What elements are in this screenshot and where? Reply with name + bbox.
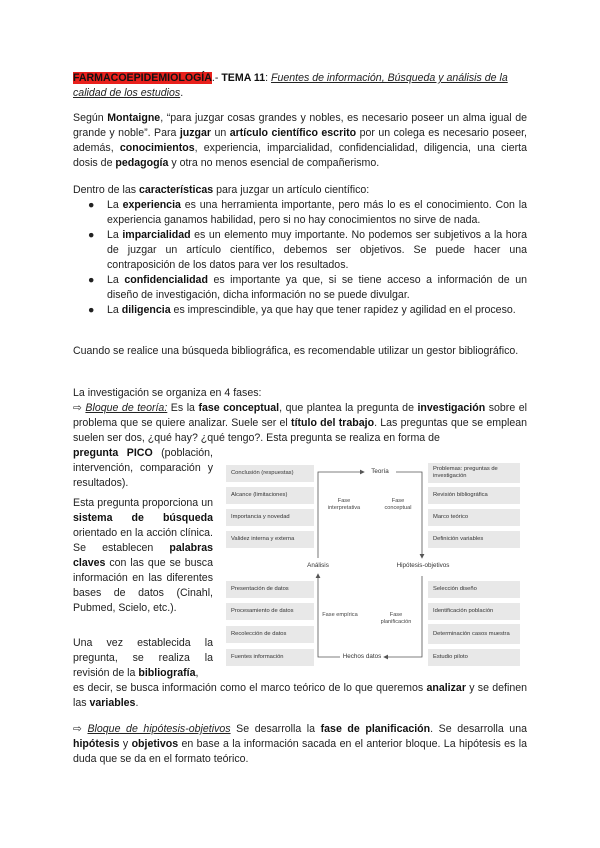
p2-text: para juzgar un artículo científico:: [213, 184, 370, 196]
fase1-bold: investigación: [417, 402, 486, 414]
fase1-bold: bibliografía: [138, 667, 196, 679]
right-top-box: Definición variables: [428, 531, 520, 548]
fase1-text: con las que se busca información en las diferentes bases de datos (Cinahl, Pubmed, Scielo, etc.).: [73, 557, 213, 614]
theory-node: Teoría: [371, 468, 389, 475]
left-bottom-box: Procesamiento de datos: [226, 603, 314, 620]
left-bottom-box: Presentación de datos: [226, 581, 314, 598]
right-bottom-box: Identificación población: [428, 603, 520, 620]
planning-phase-label: Fase planificación: [380, 612, 412, 625]
right-bottom-box: Estudio piloto: [428, 649, 520, 666]
fase1-bold: título del trabajo: [291, 417, 375, 429]
fase1-text: es decir, se busca información como el marco teórico de lo que queremos: [73, 682, 427, 694]
right-top-box: Revisión bibliográfica: [428, 487, 520, 504]
fase1-text: Esta pregunta proporciona un: [73, 497, 213, 509]
fase1-text: Es la: [167, 402, 199, 414]
bullet-bold: imparcialidad: [122, 229, 191, 241]
fase2-text: en base a la información sacada en el anterior bloque. La hipótesis es la duda que se da en el formato teórico.: [73, 738, 527, 765]
bullet-text: es un elemento muy importante. No podemos ser subjetivos a la hora de juzgar un artículo científico, debemos ser objetivos. Se puede hacer una contraposición de los datos para ver los resultados.: [107, 229, 527, 271]
fase1-bold: palabras claves: [73, 542, 213, 569]
fase1-text: Una vez establecida la pregunta, se realiza la revisión de la: [73, 637, 213, 679]
list-item: [73, 198, 527, 228]
fase1-text: (población, intervención, comparación y resultados).: [73, 447, 213, 489]
intro-paragraph: [73, 111, 527, 171]
right-bottom-box: Determinación casos muestra: [428, 624, 520, 644]
bullet-icon: ●: [88, 199, 95, 211]
fase2-bold: hipótesis: [73, 738, 120, 750]
p1-text: un: [211, 127, 230, 139]
bullet-text: La: [107, 304, 122, 316]
bullet-text: es una herramienta importante, pero más lo es el conocimiento. Con la experiencia ganamos habilidad, pero si no hay conocimientos no sirve de nada.: [107, 199, 527, 226]
left-bottom-box: Fuentes información: [226, 649, 314, 666]
p1-bold: artículo científico escrito: [229, 127, 357, 139]
left-top-box: Alcance (limitaciones): [226, 487, 314, 504]
p1-bold: pedagogía: [115, 157, 169, 169]
theory-block-label: Bloque de teoría:: [85, 402, 168, 414]
arrow-icon: ⇨: [73, 723, 82, 735]
header-end: .: [180, 87, 184, 99]
p2-text: Dentro de las: [73, 184, 139, 196]
research-cycle-diagram: [222, 456, 526, 670]
facts-node: Hechos datos: [342, 653, 382, 660]
fase1-bold: variables: [89, 697, 136, 709]
subject-highlight: FARMACOEPIDEMIOLOGÍA: [73, 72, 212, 84]
arrow-icon: ⇨: [73, 402, 82, 414]
fase1-bold: analizar: [426, 682, 466, 694]
interpretive-phase-label: Fase interpretativa: [327, 498, 361, 511]
header-sep: .-: [211, 72, 222, 84]
variables-paragraph: [73, 681, 527, 711]
bullet-icon: ●: [88, 274, 95, 286]
hypothesis-block-label: Bloque de hipótesis-objetivos: [87, 723, 231, 735]
p1-text: , experiencia, imparcialidad, confidencialidad, diligencia, una cierta dosis de: [73, 142, 527, 169]
phases-intro: La investigación se organiza en 4 fases:: [73, 387, 262, 399]
bullet-text: La: [107, 229, 123, 241]
bullet-text: La: [107, 199, 123, 211]
header-line: [73, 71, 527, 101]
fase2-text: y: [119, 738, 132, 750]
fase1-bold: sistema de búsqueda: [73, 512, 213, 524]
list-item: [73, 273, 527, 303]
fase2-text: . Se desarrolla una: [430, 723, 527, 735]
empirical-phase-label: Fase empírica: [322, 612, 358, 618]
conceptual-phase-label: Fase conceptual: [384, 498, 412, 511]
left-top-box: Conclusión (respuestas): [226, 465, 314, 482]
p1-text: Según: [73, 112, 108, 124]
bullet-icon: ●: [88, 229, 95, 241]
left-bottom-box: Recolección de datos: [226, 626, 314, 643]
fase1-text: y se definen las: [73, 682, 527, 709]
characteristics-intro: [73, 183, 527, 198]
list-item: [73, 303, 527, 318]
topic-label: TEMA 11: [221, 72, 266, 84]
fase1-bold: pregunta PICO: [73, 447, 153, 459]
hypothesis-block-paragraph: [73, 722, 527, 767]
search-system-paragraph: [73, 496, 213, 616]
header-colon: :: [265, 72, 271, 84]
p1-bold: Montaigne: [107, 112, 161, 124]
theory-block-paragraph: [73, 401, 527, 446]
hypothesis-node: Hipótesis-objetivos: [396, 562, 450, 569]
p2-bold: características: [138, 184, 214, 196]
right-top-box: Marco teórico: [428, 509, 520, 526]
list-item: [73, 228, 527, 273]
pico-paragraph: [73, 446, 213, 491]
fase1-text: orientado en la acción clínica. Se establecen: [73, 527, 213, 554]
fase1-text: , que plantea la pregunta de: [279, 402, 418, 414]
bullet-text: es imprescindible, ya que hay que tener rapidez y agilidad en el proceso.: [170, 304, 516, 316]
fase1-text: ,: [195, 667, 199, 679]
p1-text: por un colega es necesario poseer, además,: [73, 127, 527, 154]
fase2-text: Se desarrolla la: [230, 723, 321, 735]
connector-theory-hypothesis: [396, 472, 422, 558]
fase1-text: .: [135, 697, 139, 709]
topic-title: Fuentes de información, Búsqueda y análisis de la calidad de los estudios: [73, 72, 508, 99]
bullet-bold: confidencialidad: [124, 274, 208, 286]
left-top-box: Validez interna y externa: [226, 531, 314, 548]
bullet-bold: diligencia: [121, 304, 171, 316]
fase1-bold: fase conceptual: [198, 402, 280, 414]
right-top-box: Problemas: preguntas de investigación: [428, 463, 520, 483]
left-top-box: Importancia y novedad: [226, 509, 314, 526]
connector-analysis-theory: [318, 472, 364, 558]
bullet-bold: experiencia: [122, 199, 181, 211]
p1-text: y otra no menos esencial de compañerismo.: [168, 157, 380, 169]
bullet-icon: ●: [88, 304, 95, 316]
analysis-node: Análisis: [307, 562, 329, 569]
bullet-text: es importante ya que, si se tiene acceso a información de un diseño de investigación, dicha información no se puede divulgar.: [107, 274, 527, 301]
fase2-bold: fase de planificación: [320, 723, 431, 735]
p1-bold: juzgar: [179, 127, 212, 139]
p1-text: , “para juzgar cosas grandes y nobles, es necesario poseer un alma igual de grande y noble”. Para: [73, 112, 528, 139]
p1-bold: conocimientos: [119, 142, 195, 154]
right-bottom-box: Selección diseño: [428, 581, 520, 598]
bibliography-paragraph: [73, 636, 213, 681]
fase1-text: sobre el problema que se quiere analizar. Suele ser el: [73, 402, 527, 429]
bullet-text: La: [107, 274, 125, 286]
fase2-bold: objetivos: [131, 738, 179, 750]
fase1-text: . Las preguntas que se emplean suelen ser dos, ¿qué hay? ¿qué tengo?. Esta pregunta se realiza en forma de: [73, 417, 527, 444]
characteristics-list: [73, 198, 527, 318]
bibliographic-manager-paragraph: Cuando se realice una búsqueda bibliográfica, es recomendable utilizar un gestor bibliográfico.: [73, 345, 519, 357]
